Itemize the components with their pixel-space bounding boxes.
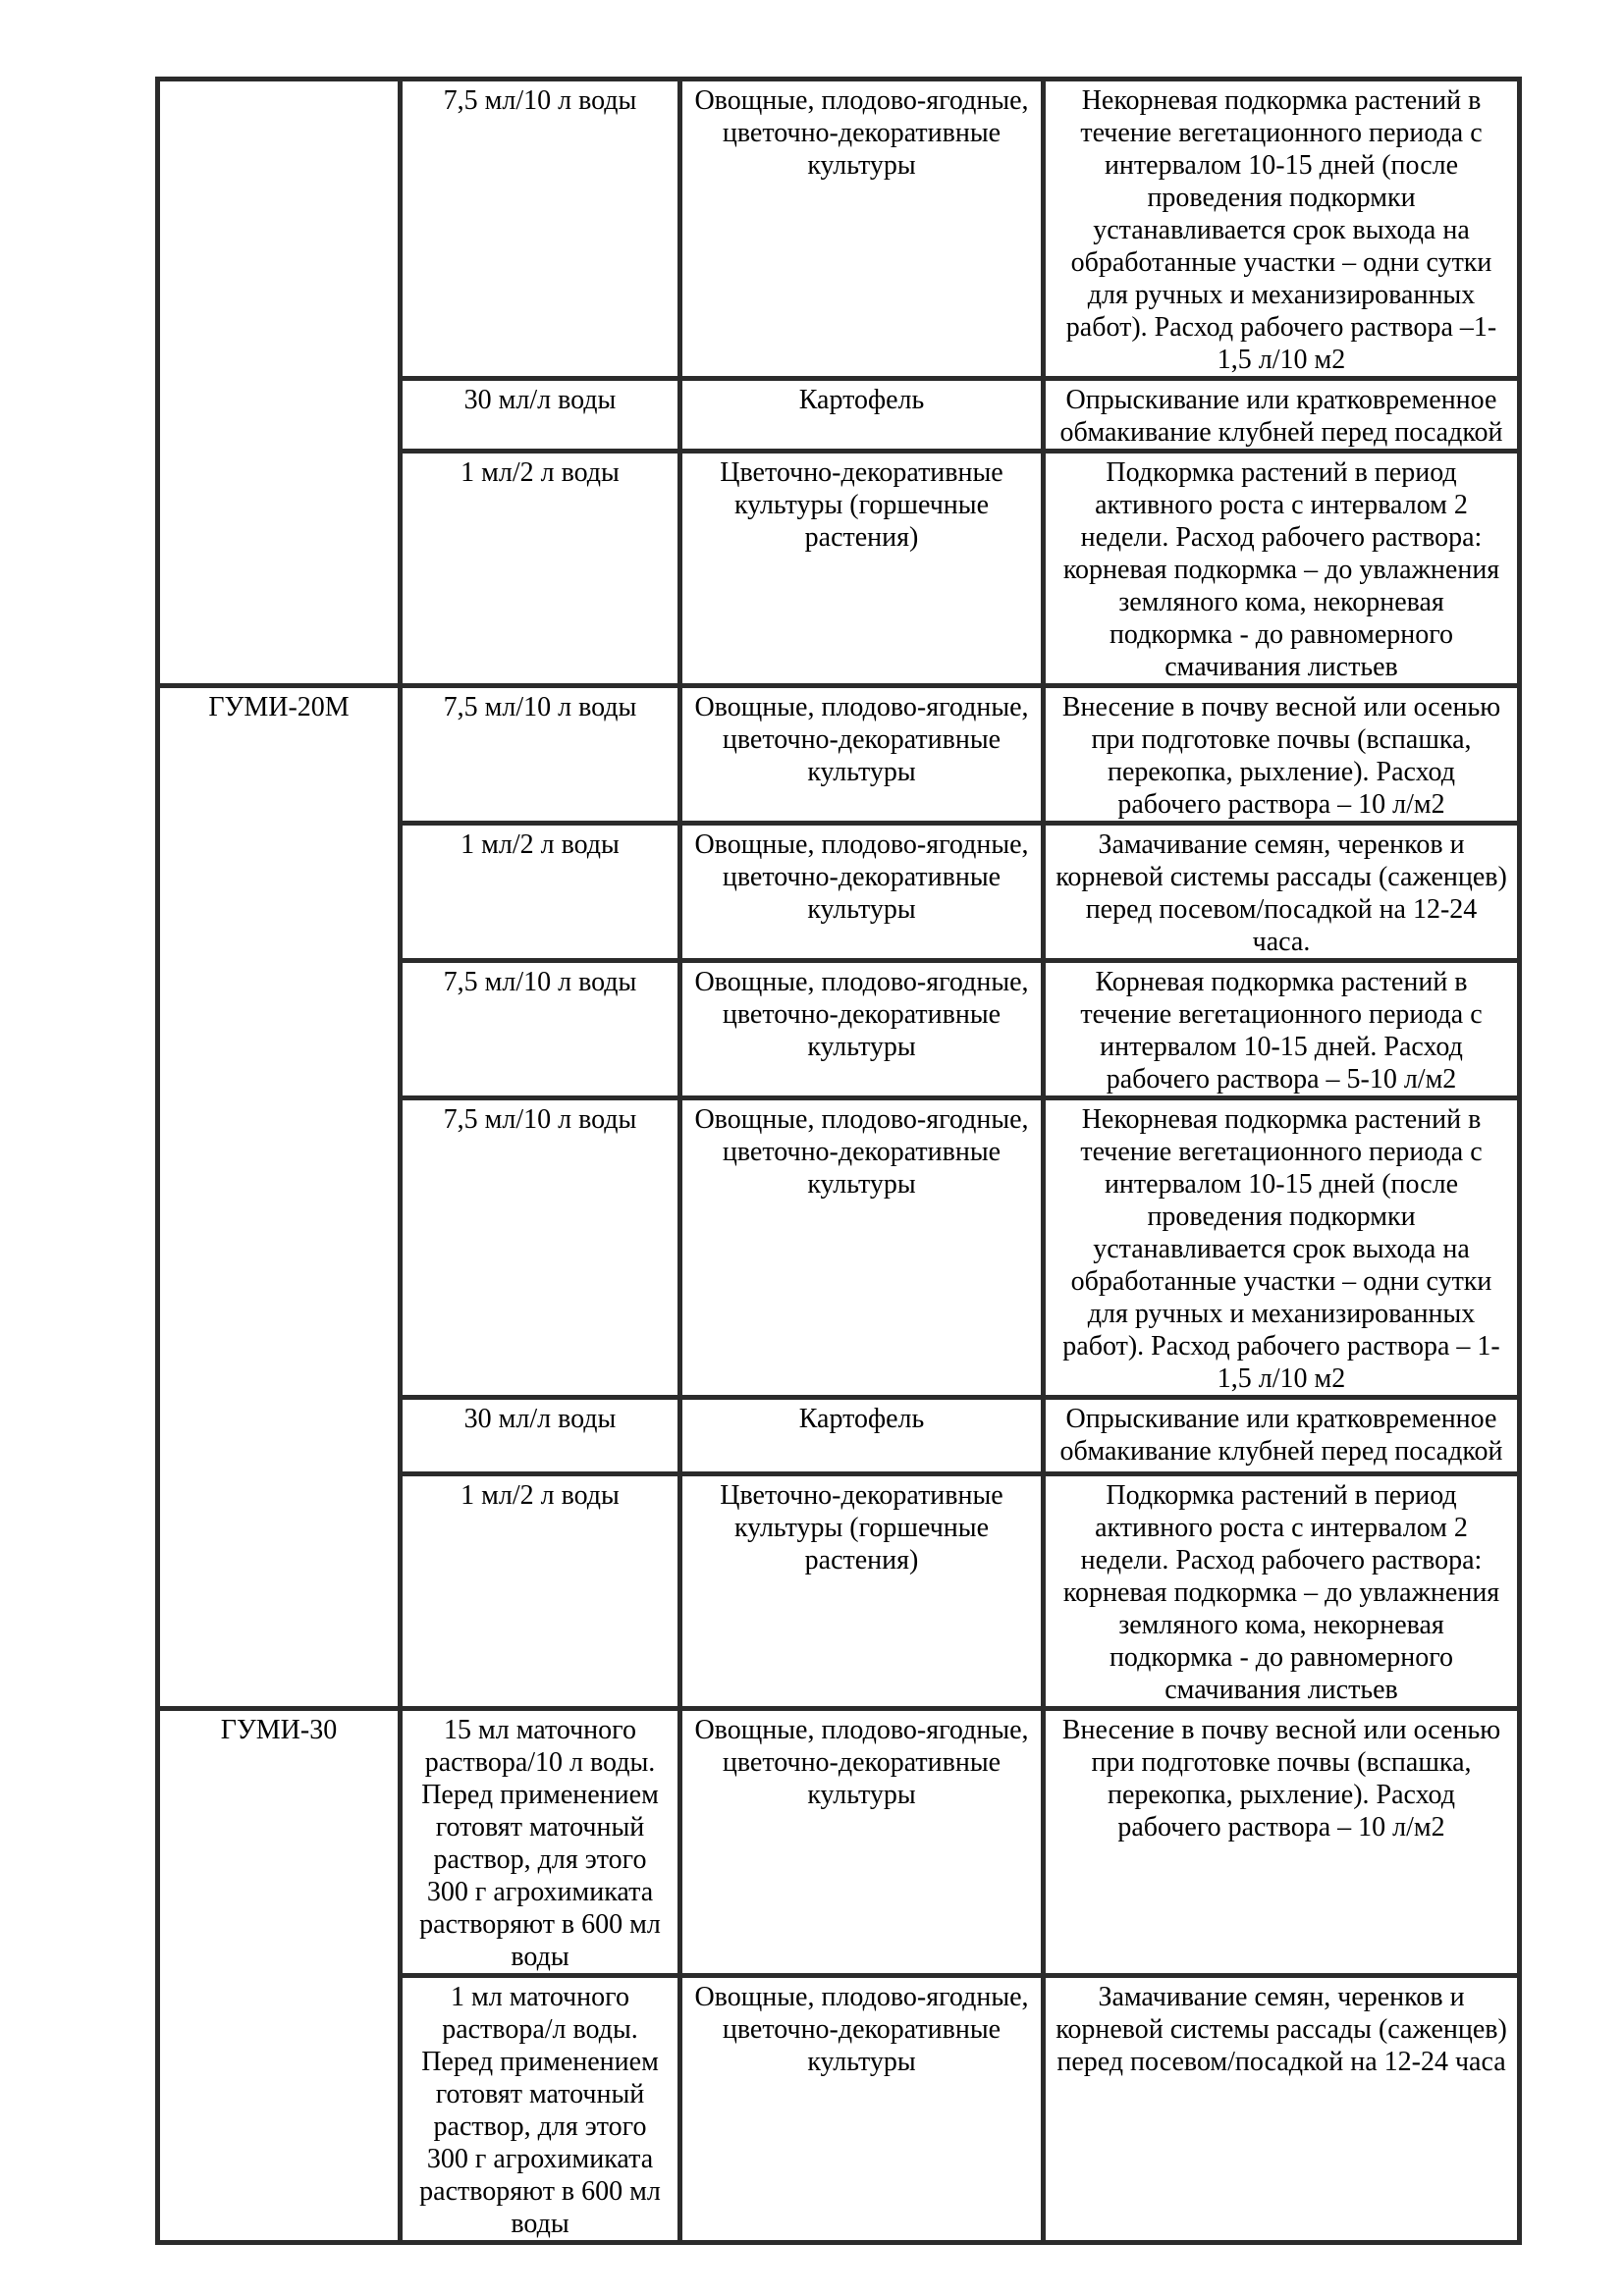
table-row xyxy=(158,80,1520,379)
application-cell: Некорневая подкормка растений в течение вегетационного периода с интервалом 10-15 дней (после проведения подкормки устанавливается срок выхода на обработанные участки – одни сутки для ручных и механизированных работ). Расход рабочего раствора – 1-1,5 л/10 м2 xyxy=(1044,1098,1520,1398)
dosage-cell: 1 мл/2 л воды xyxy=(401,452,680,686)
application-cell: Подкормка растений в период активного роста с интервалом 2 недели. Расход рабочего раствора: корневая подкормка – до увлажнения земляного кома, некорневая подкормка - до равномерного смачивания листьев xyxy=(1044,452,1520,686)
cultures-cell: Картофель xyxy=(680,379,1044,452)
dosage-cell: 15 мл маточного раствора/10 л воды. Перед применением готовят маточный раствор, для этого 300 г агрохимиката растворяют в 600 мл воды xyxy=(401,1709,680,1976)
dosage-cell: 1 мл маточного раствора/л воды. Перед применением готовят маточный раствор, для этого 300 г агрохимиката растворяют в 600 мл воды xyxy=(401,1976,680,2243)
product-cell xyxy=(158,80,401,686)
application-cell: Опрыскивание или кратковременное обмакивание клубней перед посадкой xyxy=(1044,379,1520,452)
cultures-cell: Овощные, плодово-ягодные, цветочно-декоративные культуры xyxy=(680,80,1044,379)
agrochemical-application-table xyxy=(155,77,1522,2245)
cultures-cell: Картофель xyxy=(680,1398,1044,1474)
table-continuation-stub xyxy=(398,2011,403,2037)
application-cell: Внесение в почву весной или осенью при подготовке почвы (вспашка, перекопка, рыхление). Расход рабочего раствора – 10 л/м2 xyxy=(1044,1709,1520,1976)
cultures-cell: Овощные, плодово-ягодные, цветочно-декоративные культуры xyxy=(680,1098,1044,1398)
dosage-cell: 30 мл/л воды xyxy=(401,1398,680,1474)
cultures-cell: Цветочно-декоративные культуры (горшечные растения) xyxy=(680,1474,1044,1709)
dosage-cell: 7,5 мл/10 л воды xyxy=(401,1098,680,1398)
cultures-cell: Овощные, плодово-ягодные, цветочно-декоративные культуры xyxy=(680,961,1044,1098)
dosage-cell: 30 мл/л воды xyxy=(401,379,680,452)
application-cell: Опрыскивание или кратковременное обмакивание клубней перед посадкой xyxy=(1044,1398,1520,1474)
cultures-cell: Овощные, плодово-ягодные, цветочно-декоративные культуры xyxy=(680,1709,1044,1976)
product-cell: ГУМИ-30 xyxy=(158,1709,401,2243)
cultures-cell: Цветочно-декоративные культуры (горшечные растения) xyxy=(680,452,1044,686)
cultures-cell: Овощные, плодово-ягодные, цветочно-декоративные культуры xyxy=(680,1976,1044,2243)
table-row xyxy=(158,686,1520,824)
cultures-cell: Овощные, плодово-ягодные, цветочно-декоративные культуры xyxy=(680,824,1044,961)
application-cell: Внесение в почву весной или осенью при подготовке почвы (вспашка, перекопка, рыхление). Расход рабочего раствора – 10 л/м2 xyxy=(1044,686,1520,824)
dosage-cell: 1 мл/2 л воды xyxy=(401,824,680,961)
cultures-cell: Овощные, плодово-ягодные, цветочно-декоративные культуры xyxy=(680,686,1044,824)
application-cell: Замачивание семян, черенков и корневой системы рассады (саженцев) перед посевом/посадкой на 12-24 часа. xyxy=(1044,824,1520,961)
dosage-cell: 7,5 мл/10 л воды xyxy=(401,80,680,379)
application-cell: Замачивание семян, черенков и корневой системы рассады (саженцев) перед посевом/посадкой на 12-24 часа xyxy=(1044,1976,1520,2243)
application-cell: Подкормка растений в период активного роста с интервалом 2 недели. Расход рабочего раствора: корневая подкормка – до увлажнения земляного кома, некорневая подкормка - до равномерного смачивания листьев xyxy=(1044,1474,1520,1709)
table-row xyxy=(158,1709,1520,1976)
dosage-cell: 7,5 мл/10 л воды xyxy=(401,686,680,824)
dosage-cell: 7,5 мл/10 л воды xyxy=(401,961,680,1098)
application-cell: Некорневая подкормка растений в течение вегетационного периода с интервалом 10-15 дней (после проведения подкормки устанавливается срок выхода на обработанные участки – одни сутки для ручных и механизированных работ). Расход рабочего раствора –1-1,5 л/10 м2 xyxy=(1044,80,1520,379)
table-continuation-stub xyxy=(155,2011,160,2027)
product-cell: ГУМИ-20М xyxy=(158,686,401,1709)
dosage-cell: 1 мл/2 л воды xyxy=(401,1474,680,1709)
application-cell: Корневая подкормка растений в течение вегетационного периода с интервалом 10-15 дней. Расход рабочего раствора – 5-10 л/м2 xyxy=(1044,961,1520,1098)
